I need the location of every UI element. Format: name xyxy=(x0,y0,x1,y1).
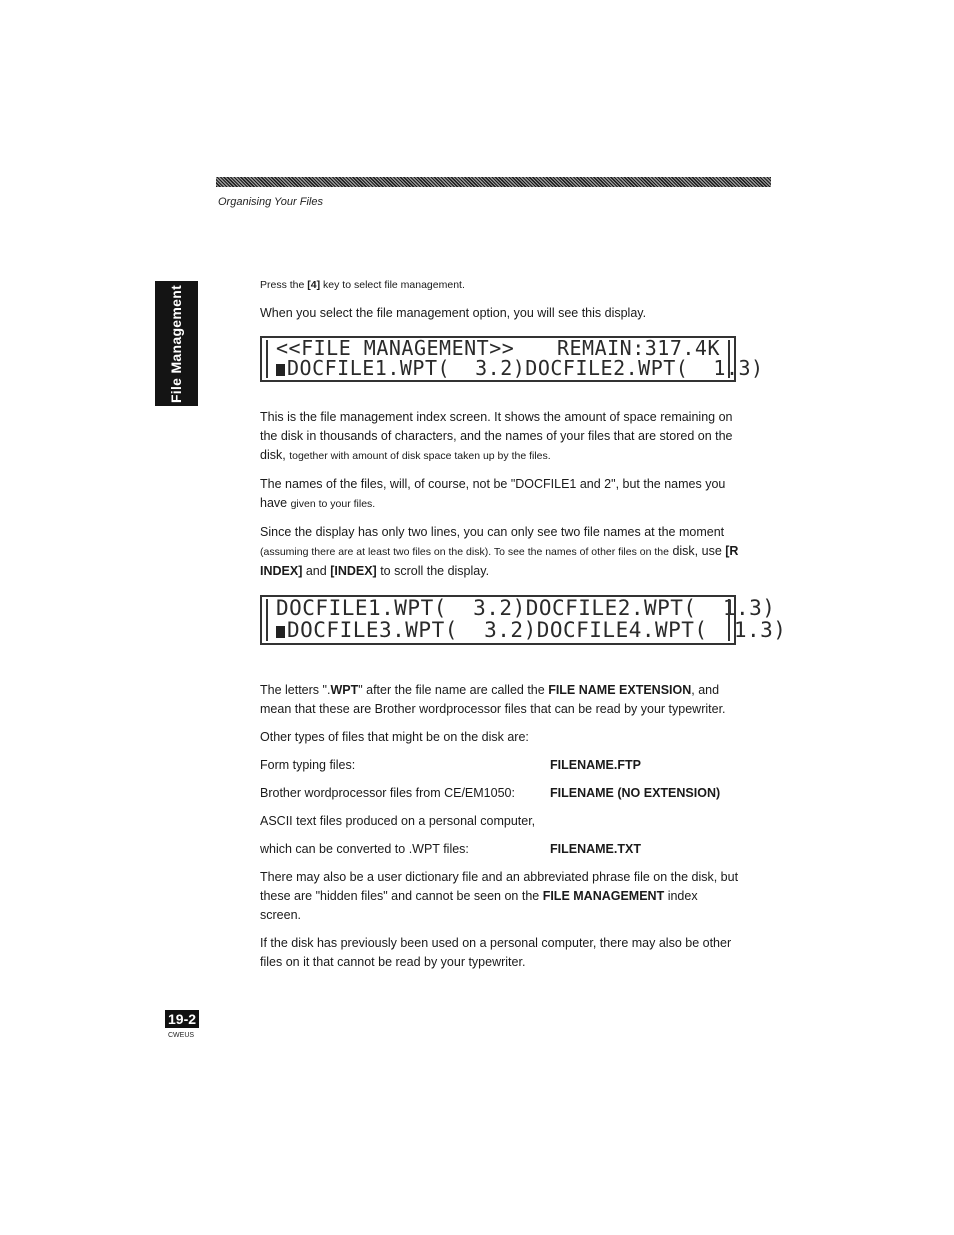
lcd-remain: REMAIN:317.4K xyxy=(556,336,720,360)
chapter-tab xyxy=(155,281,198,406)
lcd2-file-2: DOCFILE2.WPT( 1.3) xyxy=(525,596,776,620)
key-index: [INDEX] xyxy=(330,564,377,578)
key-r-index: [R INDEX] xyxy=(260,544,739,578)
key-4: [4] xyxy=(307,279,321,291)
paragraph-hidden-files: There may also be a user dictionary file and an abbreviated phrase file on the disk, but these are "hidden files" and cannot be seen on the FILE MANAGEMENT index screen. xyxy=(260,870,739,922)
paragraph-scroll: Since the display has only two lines, you can only see two file names at the moment (assuming there are at least two files on the disk). To see the names of other files on the disk, use [R INDEX] and [INDEX] to scroll the display. xyxy=(260,525,739,578)
main-content xyxy=(260,276,787,981)
lcd2-cursor-icon xyxy=(276,626,285,638)
paragraph-index-screen: This is the file management index screen. It shows the amount of space remaining on the disk in thousands of characters, and the names of your files that are stored on the disk, together with amount of disk space taken up by the files. xyxy=(260,410,733,462)
instruction-select: Press the [4] key to select file management. xyxy=(260,279,465,291)
lcd-line-2 xyxy=(276,356,764,380)
paragraph-pc-files: If the disk has previously been used on a personal computer, there may also be other files on it that cannot be read by your typewriter. xyxy=(260,936,732,969)
paragraph-extension: The letters ".WPT" after the file name are called the FILE NAME EXTENSION, and mean that these are Brother wordprocessor files that can be read by your typewriter. xyxy=(260,683,726,716)
header-rule xyxy=(216,177,771,187)
page-number: 19-2 xyxy=(165,1010,199,1028)
lcd-display-index xyxy=(260,336,764,382)
paragraph-names: The names of the files, will, of course, not be "DOCFILE1 and 2", but the names you have given to your files. xyxy=(260,477,726,510)
lcd-title: <<FILE MANAGEMENT>> xyxy=(276,336,515,360)
lcd2-file-4: DOCFILE4.WPT( 1.3) xyxy=(536,618,787,642)
lcd2-file-1: DOCFILE1.WPT( 3.2) xyxy=(276,596,526,620)
lcd2-line-1 xyxy=(276,596,776,620)
intro-text: When you select the file management option, you will see this display. xyxy=(260,306,647,320)
chapter-tab-label: File Management xyxy=(168,284,185,403)
file-type-row: Form typing files: FILENAME.FTP xyxy=(260,758,641,772)
file-type-row: Brother wordprocessor files from CE/EM1050: FILENAME (NO EXTENSION) xyxy=(260,786,721,800)
lcd-line-1 xyxy=(276,338,720,358)
paragraph-other-types: Other types of files that might be on the disk are: xyxy=(260,730,529,744)
lcd-display-scrolled xyxy=(260,595,787,645)
lcd-file-2: DOCFILE2.WPT( 1.3) xyxy=(525,356,764,380)
lcd-file-1: DOCFILE1.WPT( 3.2) xyxy=(287,356,526,380)
page-code: CWEUS xyxy=(168,1032,195,1039)
lcd-cursor-icon xyxy=(276,364,285,376)
file-type-row: ASCII text files produced on a personal computer, xyxy=(260,814,536,828)
lcd2-line-2 xyxy=(276,618,787,642)
file-type-row: which can be converted to .WPT files: FILENAME.TXT xyxy=(260,842,641,856)
lcd2-file-3: DOCFILE3.WPT( 3.2) xyxy=(287,618,537,642)
section-title: Organising Your Files xyxy=(218,196,323,208)
